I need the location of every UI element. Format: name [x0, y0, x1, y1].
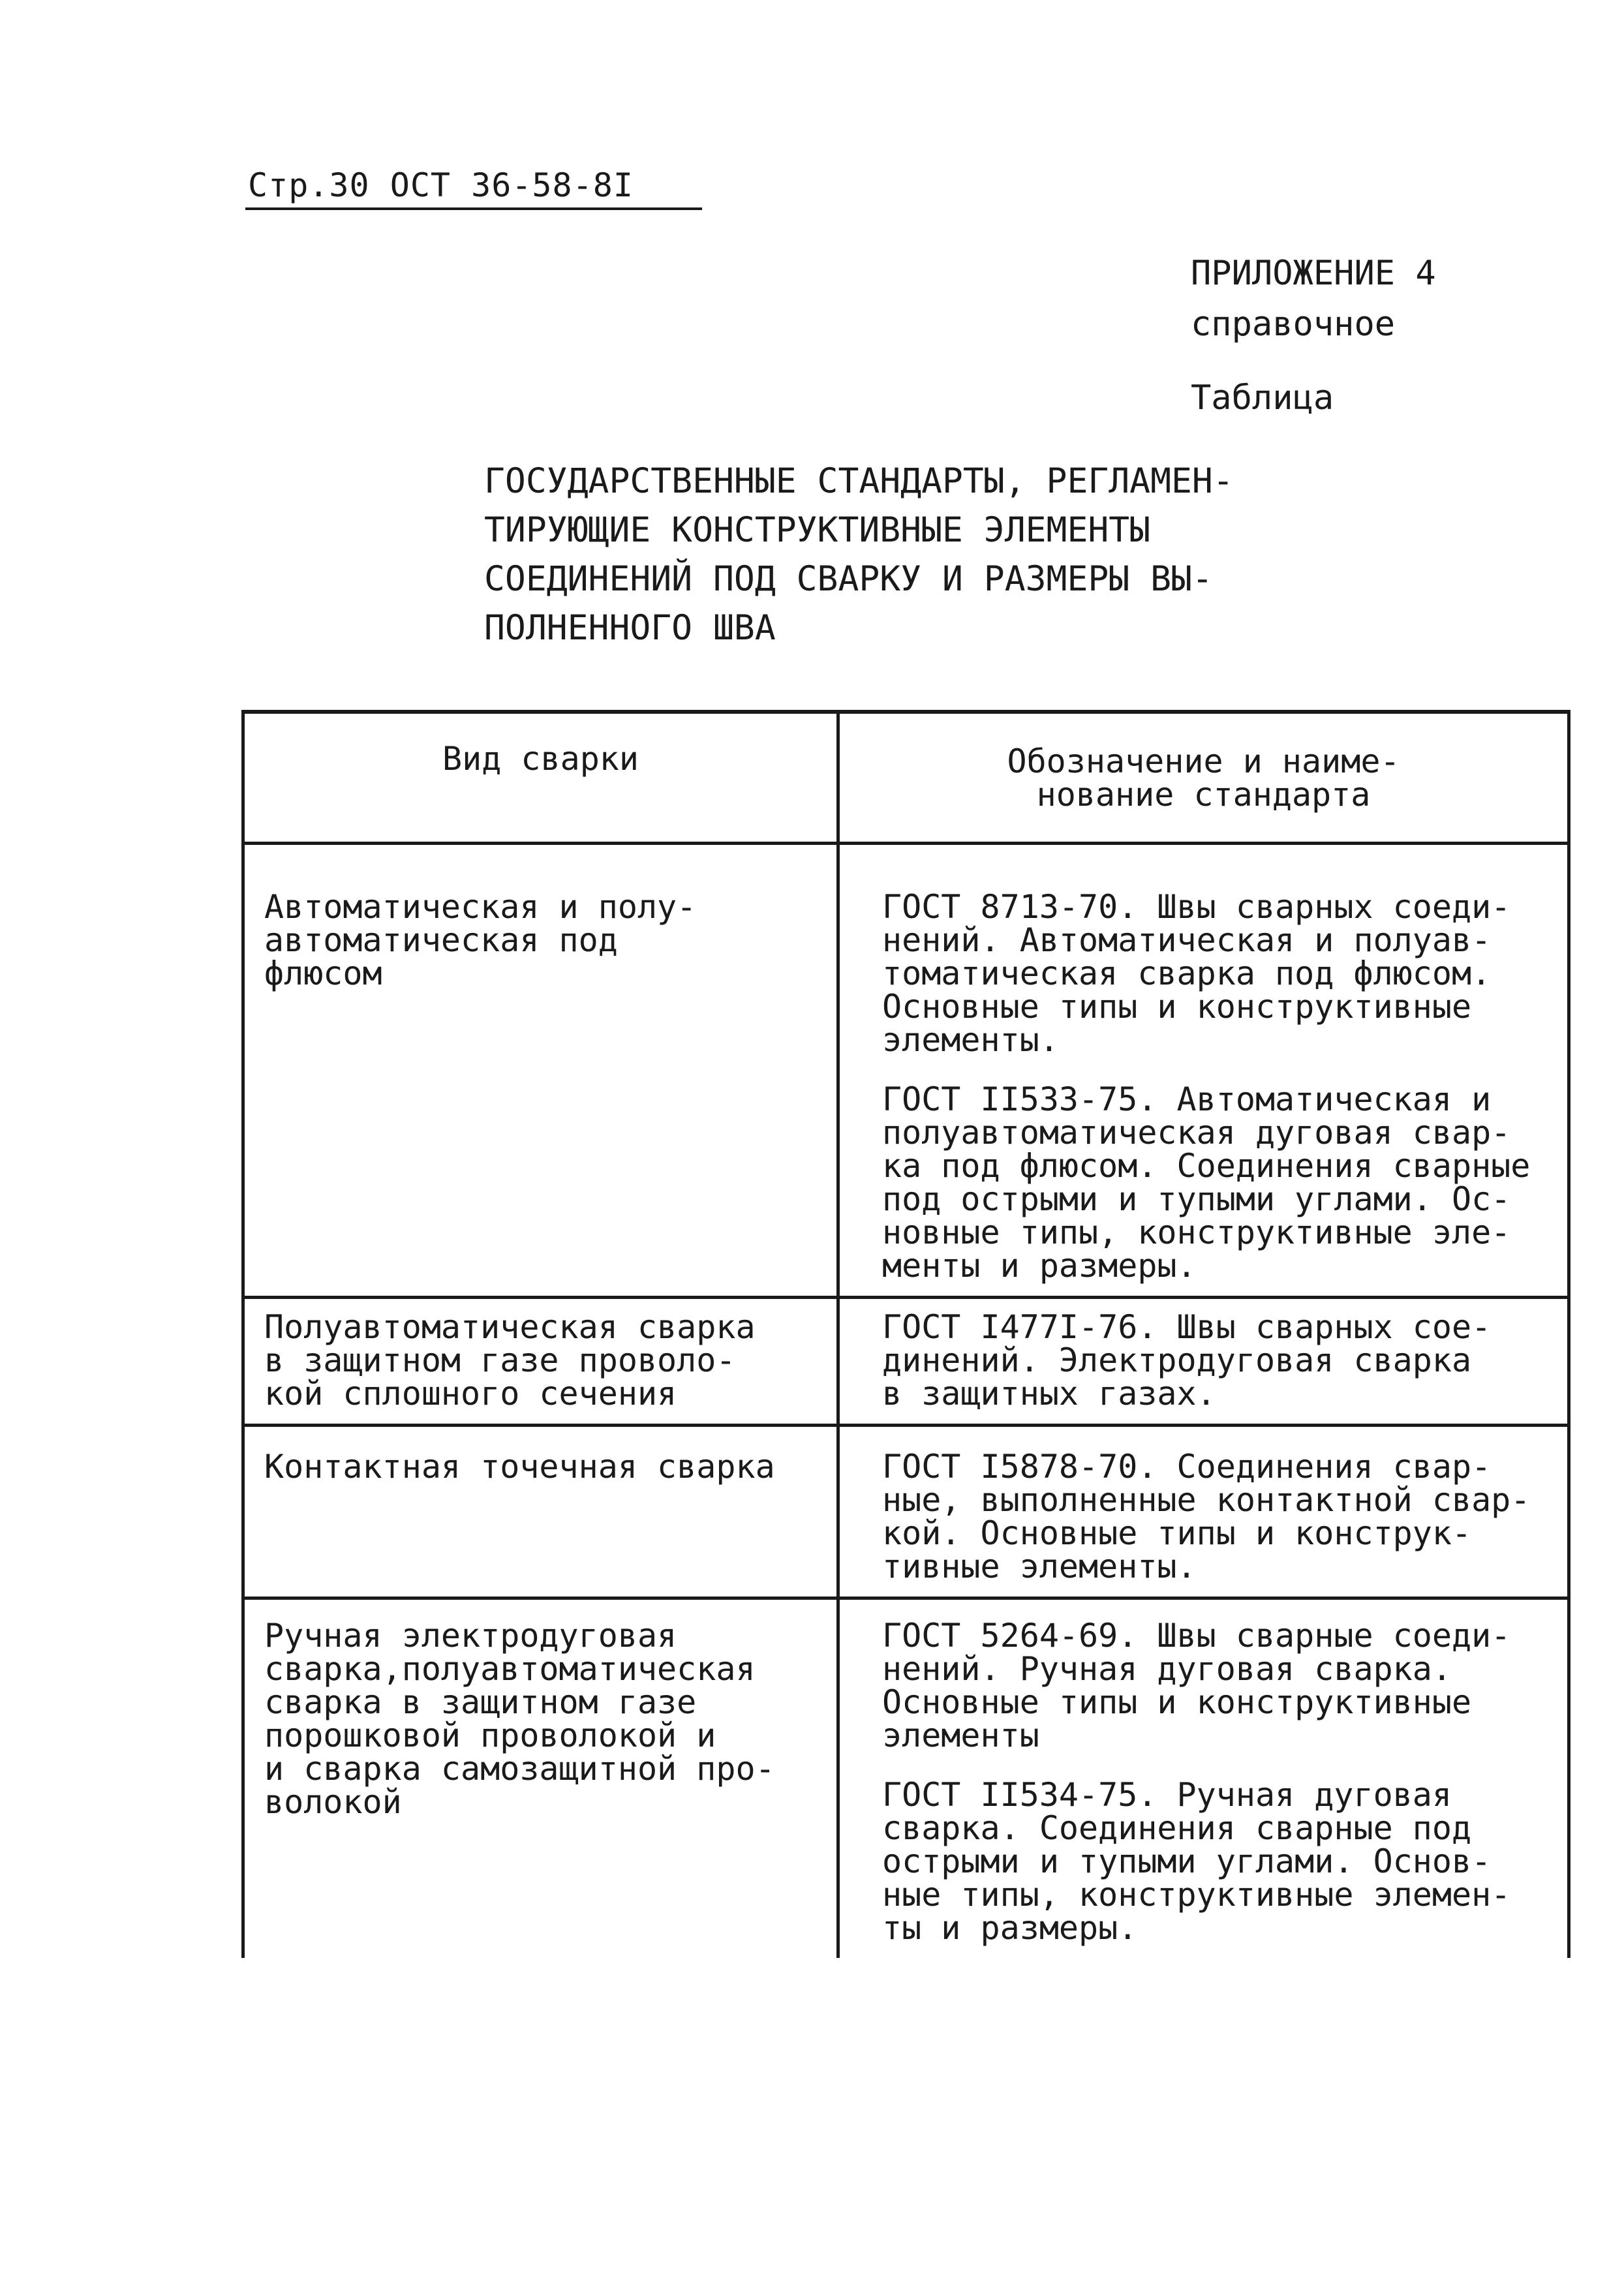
- standard-entry: [882, 1450, 1554, 1583]
- standard-line: ка под флюсом. Соединения сварные: [882, 1147, 1531, 1185]
- standard-line: ГОСТ 5264-69. Швы сварные соеди-: [882, 1617, 1511, 1655]
- appendix-block: [1191, 248, 1436, 350]
- standard-line: под острыми и тупыми углами. Ос-: [882, 1180, 1511, 1218]
- standard-line: динений. Электродуговая сварка: [882, 1341, 1472, 1379]
- weld-type-line: Ручная электродуговая: [264, 1617, 677, 1655]
- weld-type-line: Автоматическая и полу-: [264, 888, 697, 926]
- table-caption: Таблица: [1191, 378, 1334, 418]
- standard-entry: [882, 1776, 1554, 1947]
- column-header-standard-line: нование стандарта: [1036, 776, 1371, 814]
- appendix-label: ПРИЛОЖЕНИЕ 4: [1191, 254, 1436, 293]
- standard-cell: [838, 1598, 1569, 1959]
- standard-line: элементы: [882, 1717, 1039, 1754]
- title-line: ПОЛНЕННОГО ШВА: [484, 608, 776, 648]
- standard-line: нений. Ручная дуговая сварка.: [882, 1650, 1452, 1688]
- appendix-kind: справочное: [1191, 305, 1396, 344]
- standard-line: ГОСТ I477I-76. Швы сварных сое-: [882, 1308, 1492, 1346]
- standard-entry: [882, 888, 1554, 1059]
- standard-line: ные типы, конструктивные элемен-: [882, 1876, 1511, 1914]
- weld-type-cell: [243, 1298, 838, 1426]
- standard-line: Основные типы и конструктивные: [882, 988, 1472, 1026]
- weld-type-line: сварка,полуавтоматическая: [264, 1650, 756, 1688]
- weld-type-cell: [243, 844, 838, 1298]
- title-line: ГОСУДАРСТВЕННЫЕ СТАНДАРТЫ, РЕГЛАМЕН-: [484, 461, 1234, 501]
- standard-line: Основные типы и конструктивные: [882, 1683, 1472, 1721]
- standard-line: ГОСТ I5878-70. Соединения свар-: [882, 1448, 1492, 1486]
- title-line: СОЕДИНЕНИЙ ПОД СВАРКУ И РАЗМЕРЫ ВЫ-: [484, 559, 1213, 599]
- standard-line: острыми и тупыми углами. Основ-: [882, 1842, 1492, 1880]
- standard-entry: [882, 1308, 1554, 1413]
- weld-type-line: порошковой проволокой и: [264, 1717, 716, 1754]
- column-header-weld-type: [243, 712, 838, 844]
- standard-line: новные типы, конструктивные эле-: [882, 1214, 1511, 1251]
- standard-line: элементы.: [882, 1021, 1059, 1059]
- weld-type-line: кой сплошного сечения: [264, 1375, 677, 1413]
- standard-entry: [882, 1080, 1554, 1285]
- standard-line: в защитных газах.: [882, 1375, 1216, 1413]
- standard-cell: [838, 1298, 1569, 1426]
- standard-line: ты и размеры.: [882, 1909, 1138, 1947]
- title-line: ТИРУЮЩИЕ КОНСТРУКТИВНЫЕ ЭЛЕМЕНТЫ: [484, 510, 1151, 550]
- table-header-row: [243, 712, 1569, 844]
- standard-entry: [882, 1619, 1554, 1752]
- standard-line: ГОСТ II533-75. Автоматическая и: [882, 1080, 1492, 1118]
- standard-line: полуавтоматическая дуговая свар-: [882, 1114, 1511, 1152]
- table-row: [243, 844, 1569, 1298]
- weld-type-line: автоматическая под: [264, 921, 618, 959]
- column-header-weld-type-text: Вид сварки: [442, 740, 639, 778]
- standard-line: кой. Основные типы и конструк-: [882, 1514, 1472, 1552]
- weld-type-line: флюсом: [264, 955, 382, 992]
- standard-cell: [838, 844, 1569, 1298]
- document-title: [484, 457, 1293, 652]
- weld-type-cell: [243, 1426, 838, 1598]
- standard-line: менты и размеры.: [882, 1247, 1197, 1285]
- weld-type-line: в защитном газе проволо-: [264, 1341, 736, 1379]
- standards-table: [241, 710, 1570, 1958]
- standard-line: томатическая сварка под флюсом.: [882, 955, 1492, 992]
- weld-type-line: и сварка самозащитной про-: [264, 1750, 775, 1788]
- standard-line: ГОСТ 8713-70. Швы сварных соеди-: [882, 888, 1511, 926]
- weld-type-cell: [243, 1598, 838, 1959]
- table-row: [243, 1426, 1569, 1598]
- standard-line: ные, выполненные контактной свар-: [882, 1481, 1531, 1519]
- standard-cell: [838, 1426, 1569, 1598]
- column-header-standard: [838, 712, 1569, 844]
- standard-line: сварка. Соединения сварные под: [882, 1809, 1472, 1847]
- weld-type-line: волокой: [264, 1783, 402, 1821]
- standard-line: тивные элементы.: [882, 1548, 1197, 1585]
- weld-type-line: Контактная точечная сварка: [264, 1448, 775, 1486]
- weld-type-line: Полуавтоматическая сварка: [264, 1308, 756, 1346]
- column-header-standard-line: Обозначение и наиме-: [1007, 742, 1400, 780]
- page-header: Стр.30 ОСТ 36-58-8I: [248, 166, 634, 204]
- standard-line: ГОСТ II534-75. Ручная дуговая: [882, 1776, 1452, 1814]
- standard-line: нений. Автоматическая и полуав-: [882, 921, 1492, 959]
- weld-type-line: сварка в защитном газе: [264, 1683, 697, 1721]
- header-underline: [245, 207, 702, 210]
- table-row: [243, 1298, 1569, 1426]
- table-row: [243, 1598, 1569, 1959]
